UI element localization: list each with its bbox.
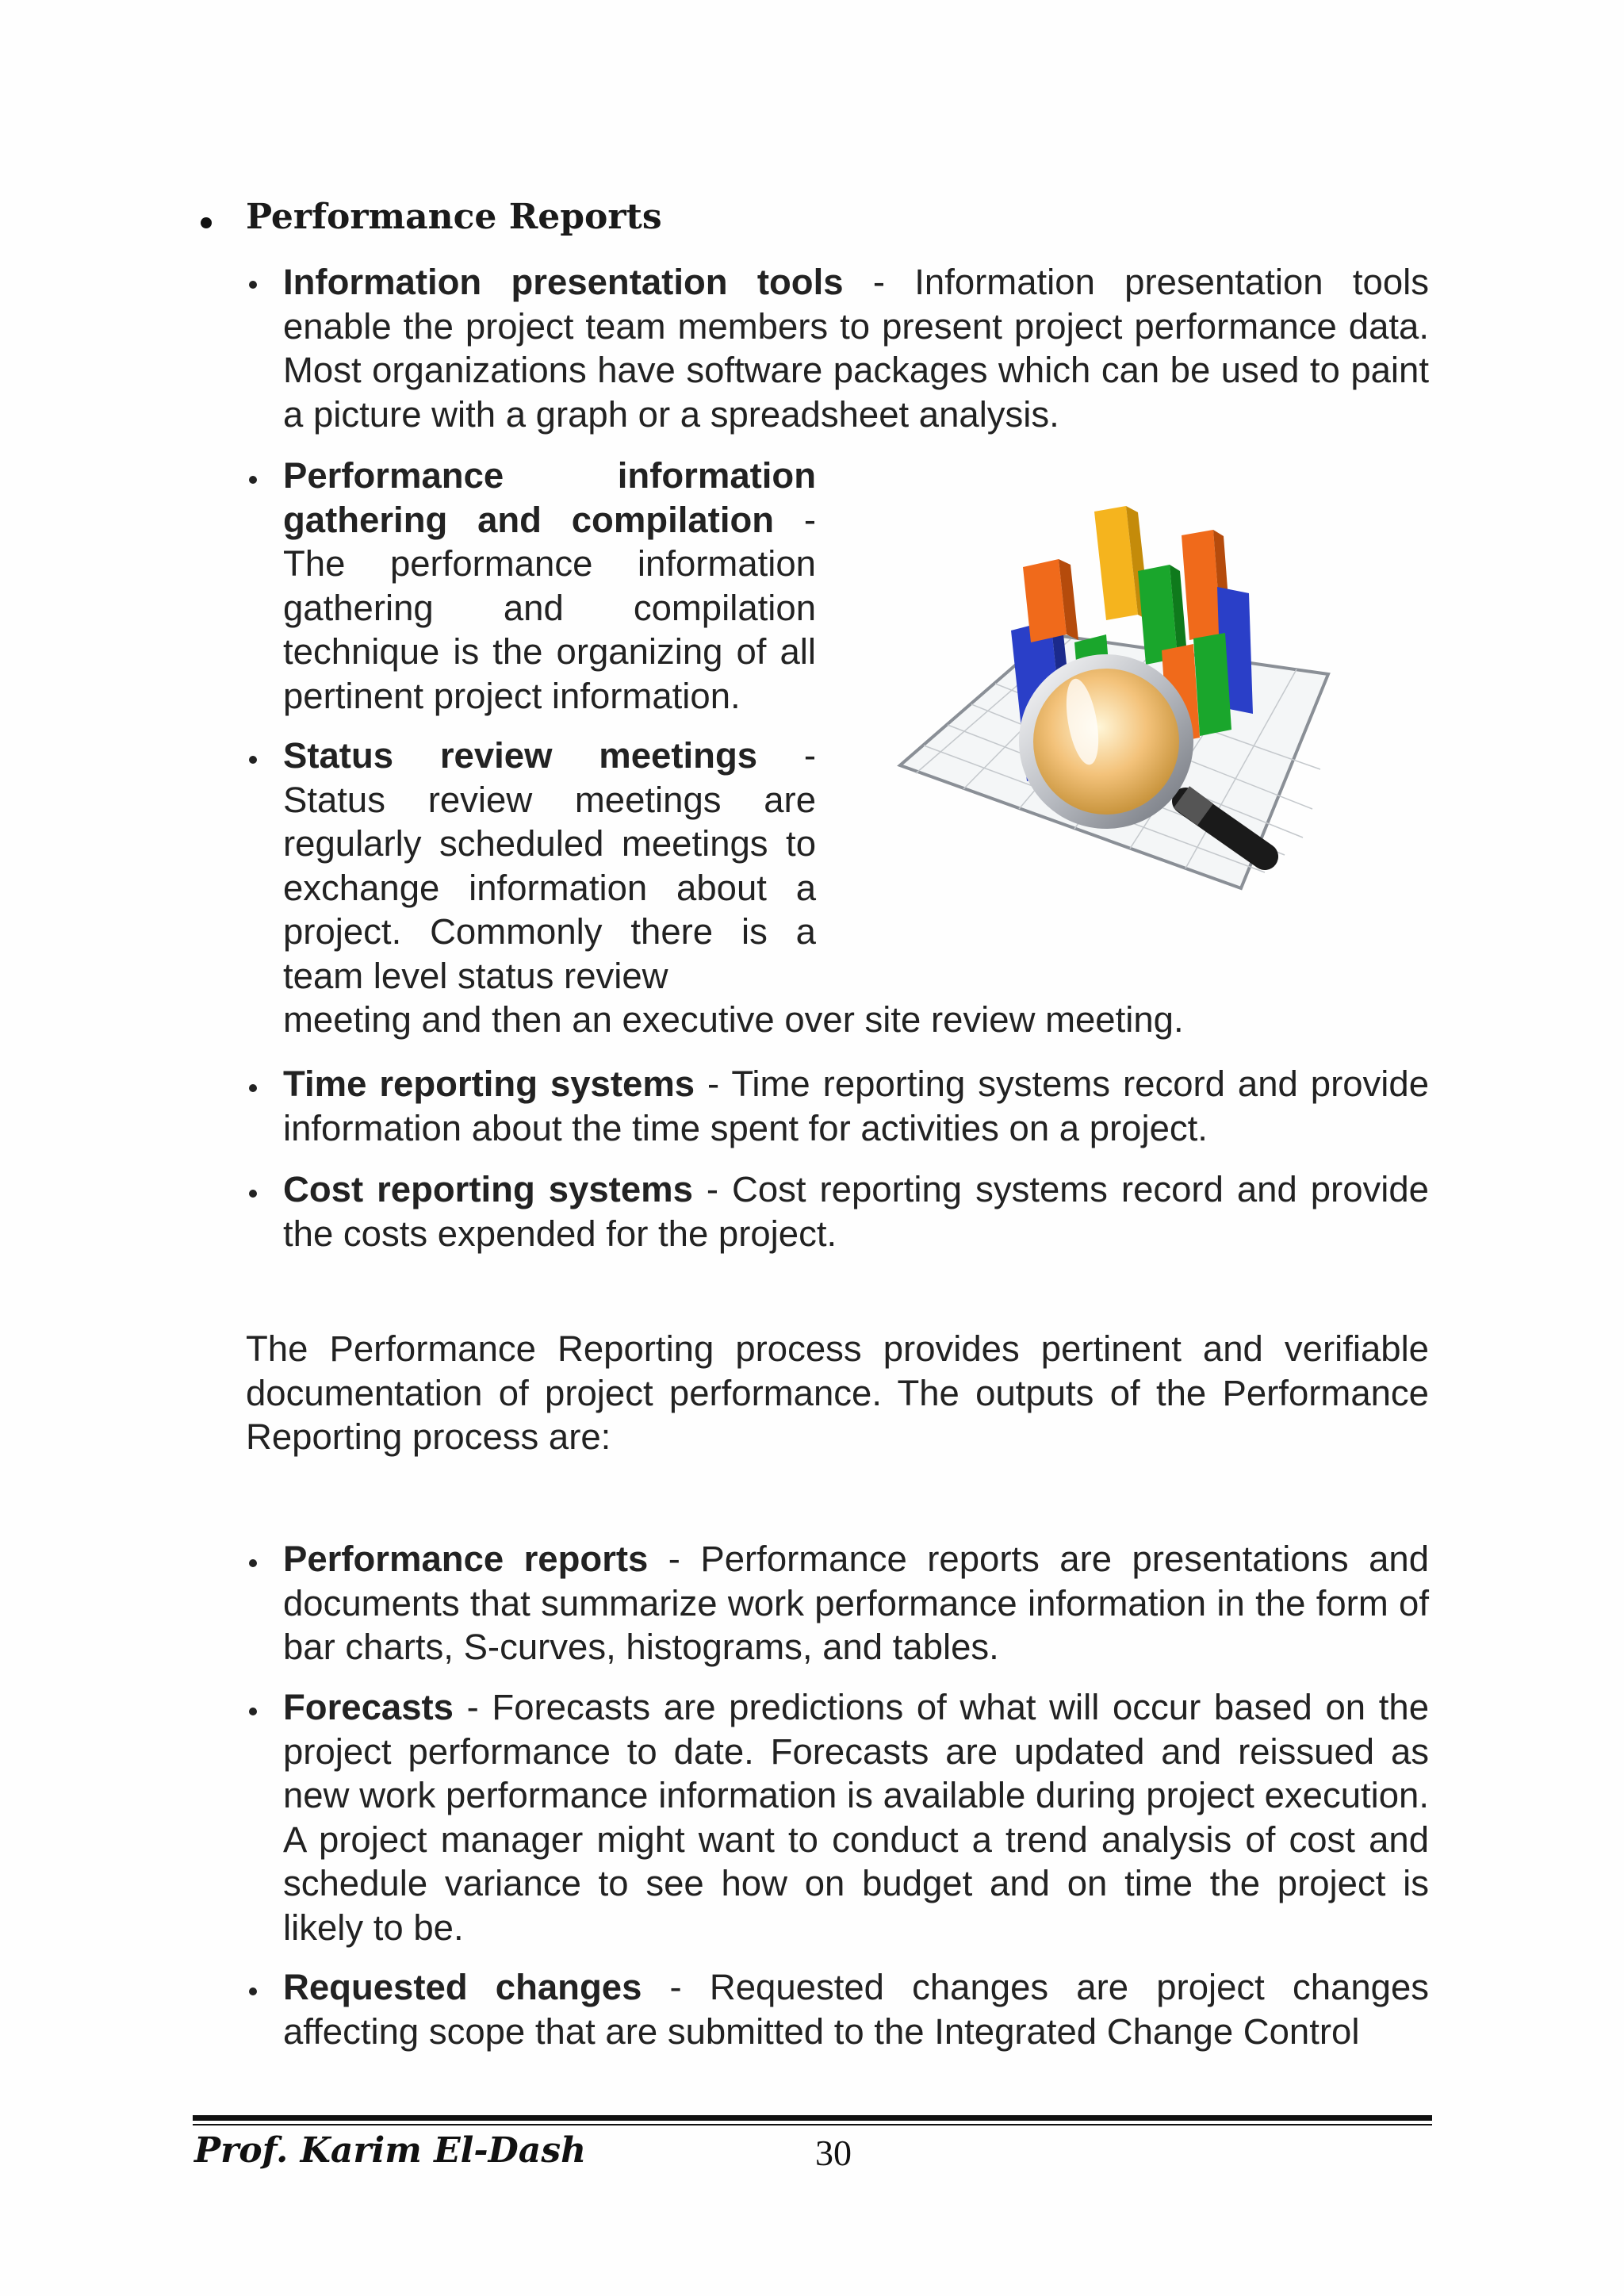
list-item-forecasts xyxy=(283,1685,1429,1949)
list-item-cost-reporting xyxy=(283,1167,1429,1255)
list-item-performance-reports xyxy=(283,1537,1429,1669)
list-item-info-gathering xyxy=(283,454,816,718)
section-heading: Performance Reports xyxy=(246,197,662,237)
description: - Forecasts are predictions of what will occur based on the project performance to date. Forecasts are updated and reissued as new work performance information is available during project execution. A project manager might want to conduct a trend analysis of cost and schedule variance to see how on budget and on time the project is likely to be. xyxy=(283,1687,1429,1948)
term: Status review meetings xyxy=(283,735,758,776)
term: Performance information gathering and compilation xyxy=(283,455,816,540)
heading-bullet xyxy=(201,217,212,228)
page-number: 30 xyxy=(815,2133,852,2173)
list-bullet xyxy=(249,1987,257,1995)
description: - Time reporting systems record and provide information about the time spent for activities on a project. xyxy=(283,1064,1429,1148)
term: Time reporting systems xyxy=(283,1064,695,1104)
description-continued: meeting and then an executive over site review meeting. xyxy=(283,999,1184,1040)
list-item-info-presentation-tools xyxy=(283,260,1429,436)
footer-rule xyxy=(193,2115,1432,2121)
description: - Performance reports are presentations and documents that summarize work performance information in the form of bar charts, S-curves, histograms, and tables. xyxy=(283,1539,1429,1667)
description: - The performance information gathering and compilation technique is the organizing of all pertinent project information. xyxy=(283,499,816,716)
list-bullet xyxy=(249,1190,257,1198)
description: - Cost reporting systems record and provide the costs expended for the project. xyxy=(283,1169,1429,1254)
intro-paragraph: The Performance Reporting process provides pertinent and verifiable documentation of project performance. The outputs of the Performance Reporting process are: xyxy=(246,1328,1429,1457)
list-bullet xyxy=(249,281,257,289)
description: - Information presentation tools enable the project team members to present project performance data. Most organizations have software packages which can be used to paint a picture with a graph or a spreadsheet analysis. xyxy=(283,262,1429,435)
bar-chart-magnifier-icon xyxy=(868,476,1439,920)
list-item-status-review-continued xyxy=(283,998,1429,1042)
author-name: Prof. Karim El-Dash xyxy=(194,2130,587,2171)
description: - Status review meetings are regularly scheduled meetings to exchange information about a project. Commonly there is a team level status review xyxy=(283,735,816,996)
list-item-requested-changes xyxy=(283,1965,1429,2053)
list-bullet xyxy=(249,1084,257,1092)
list-item-status-review xyxy=(283,734,816,998)
list-bullet xyxy=(249,476,257,484)
list-bullet xyxy=(249,1708,257,1715)
description: - Requested changes are project changes affecting scope that are submitted to the Integrated Change Control xyxy=(283,1967,1429,2052)
term: Information presentation tools xyxy=(283,262,844,302)
list-bullet xyxy=(249,756,257,764)
term: Requested changes xyxy=(283,1967,642,2007)
term: Cost reporting systems xyxy=(283,1169,693,1209)
term: Forecasts xyxy=(283,1687,454,1727)
footer-rule-thin xyxy=(193,2124,1432,2125)
term: Performance reports xyxy=(283,1539,649,1579)
list-item-time-reporting xyxy=(283,1062,1429,1150)
list-bullet xyxy=(249,1559,257,1567)
